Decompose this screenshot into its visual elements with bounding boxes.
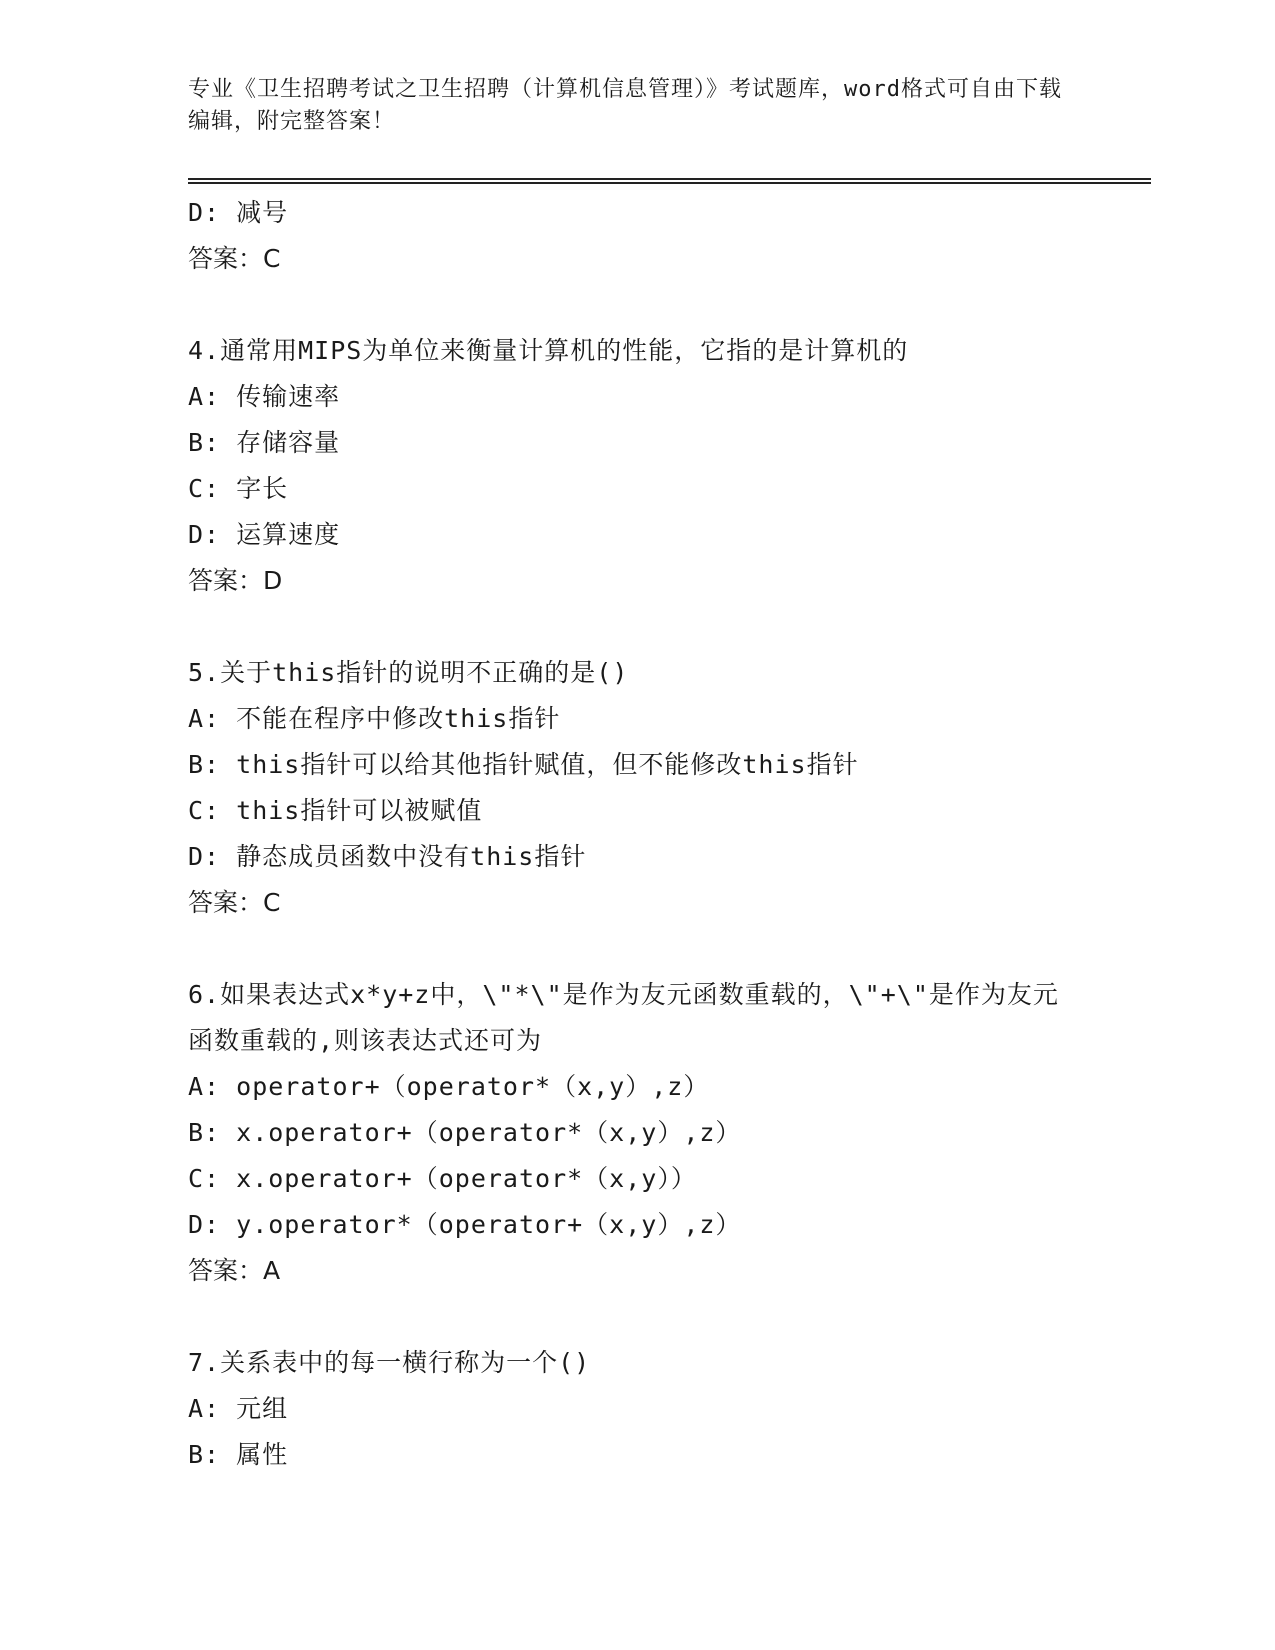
question-5 xyxy=(188,650,1088,926)
question-6 xyxy=(188,972,1088,1294)
option-c: C: 字长 xyxy=(188,474,289,503)
answer: 答案：C xyxy=(188,244,281,273)
option-a: A: operator+（operator*（x,y）,z） xyxy=(188,1072,710,1101)
option-d: D: 减号 xyxy=(188,198,289,227)
option-a: A: 不能在程序中修改this指针 xyxy=(188,704,561,733)
answer: 答案：D xyxy=(188,566,283,595)
document-header: 专业《卫生招聘考试之卫生招聘（计算机信息管理）》考试题库，word格式可自由下载编辑，附完整答案！ xyxy=(188,77,1062,134)
option-b: B: 属性 xyxy=(188,1440,289,1469)
spacer xyxy=(188,604,1088,650)
question-4 xyxy=(188,328,1088,604)
spacer xyxy=(188,1294,1088,1340)
question-3-tail xyxy=(188,190,1088,282)
header-divider-bottom xyxy=(188,182,1151,184)
answer: 答案：C xyxy=(188,888,281,917)
option-c: C: x.operator+（operator*（x,y）） xyxy=(188,1164,697,1193)
question-stem: 4.通常用MIPS为单位来衡量计算机的性能，它指的是计算机的 xyxy=(188,336,909,365)
option-b: B: x.operator+（operator*（x,y）,z） xyxy=(188,1118,742,1147)
option-a: A: 传输速率 xyxy=(188,382,341,411)
question-stem: 6.如果表达式x*y+z中，\"*\"是作为友元函数重载的，\"+\"是作为友元函数重载的,则该表达式还可为 xyxy=(188,980,1059,1055)
option-d: D: 运算速度 xyxy=(188,520,341,549)
header-divider-top xyxy=(188,178,1151,180)
question-stem: 7.关系表中的每一横行称为一个() xyxy=(188,1348,591,1377)
spacer xyxy=(188,282,1088,328)
question-list xyxy=(188,190,1088,1478)
question-stem: 5.关于this指针的说明不正确的是() xyxy=(188,658,629,687)
option-d: D: 静态成员函数中没有this指针 xyxy=(188,842,587,871)
option-a: A: 元组 xyxy=(188,1394,289,1423)
answer: 答案：A xyxy=(188,1256,281,1285)
option-c: C: this指针可以被赋值 xyxy=(188,796,483,825)
option-b: B: this指针可以给其他指针赋值，但不能修改this指针 xyxy=(188,750,859,779)
option-d: D: y.operator*（operator+（x,y）,z） xyxy=(188,1210,742,1239)
question-7 xyxy=(188,1340,1088,1478)
spacer xyxy=(188,926,1088,972)
option-b: B: 存储容量 xyxy=(188,428,341,457)
